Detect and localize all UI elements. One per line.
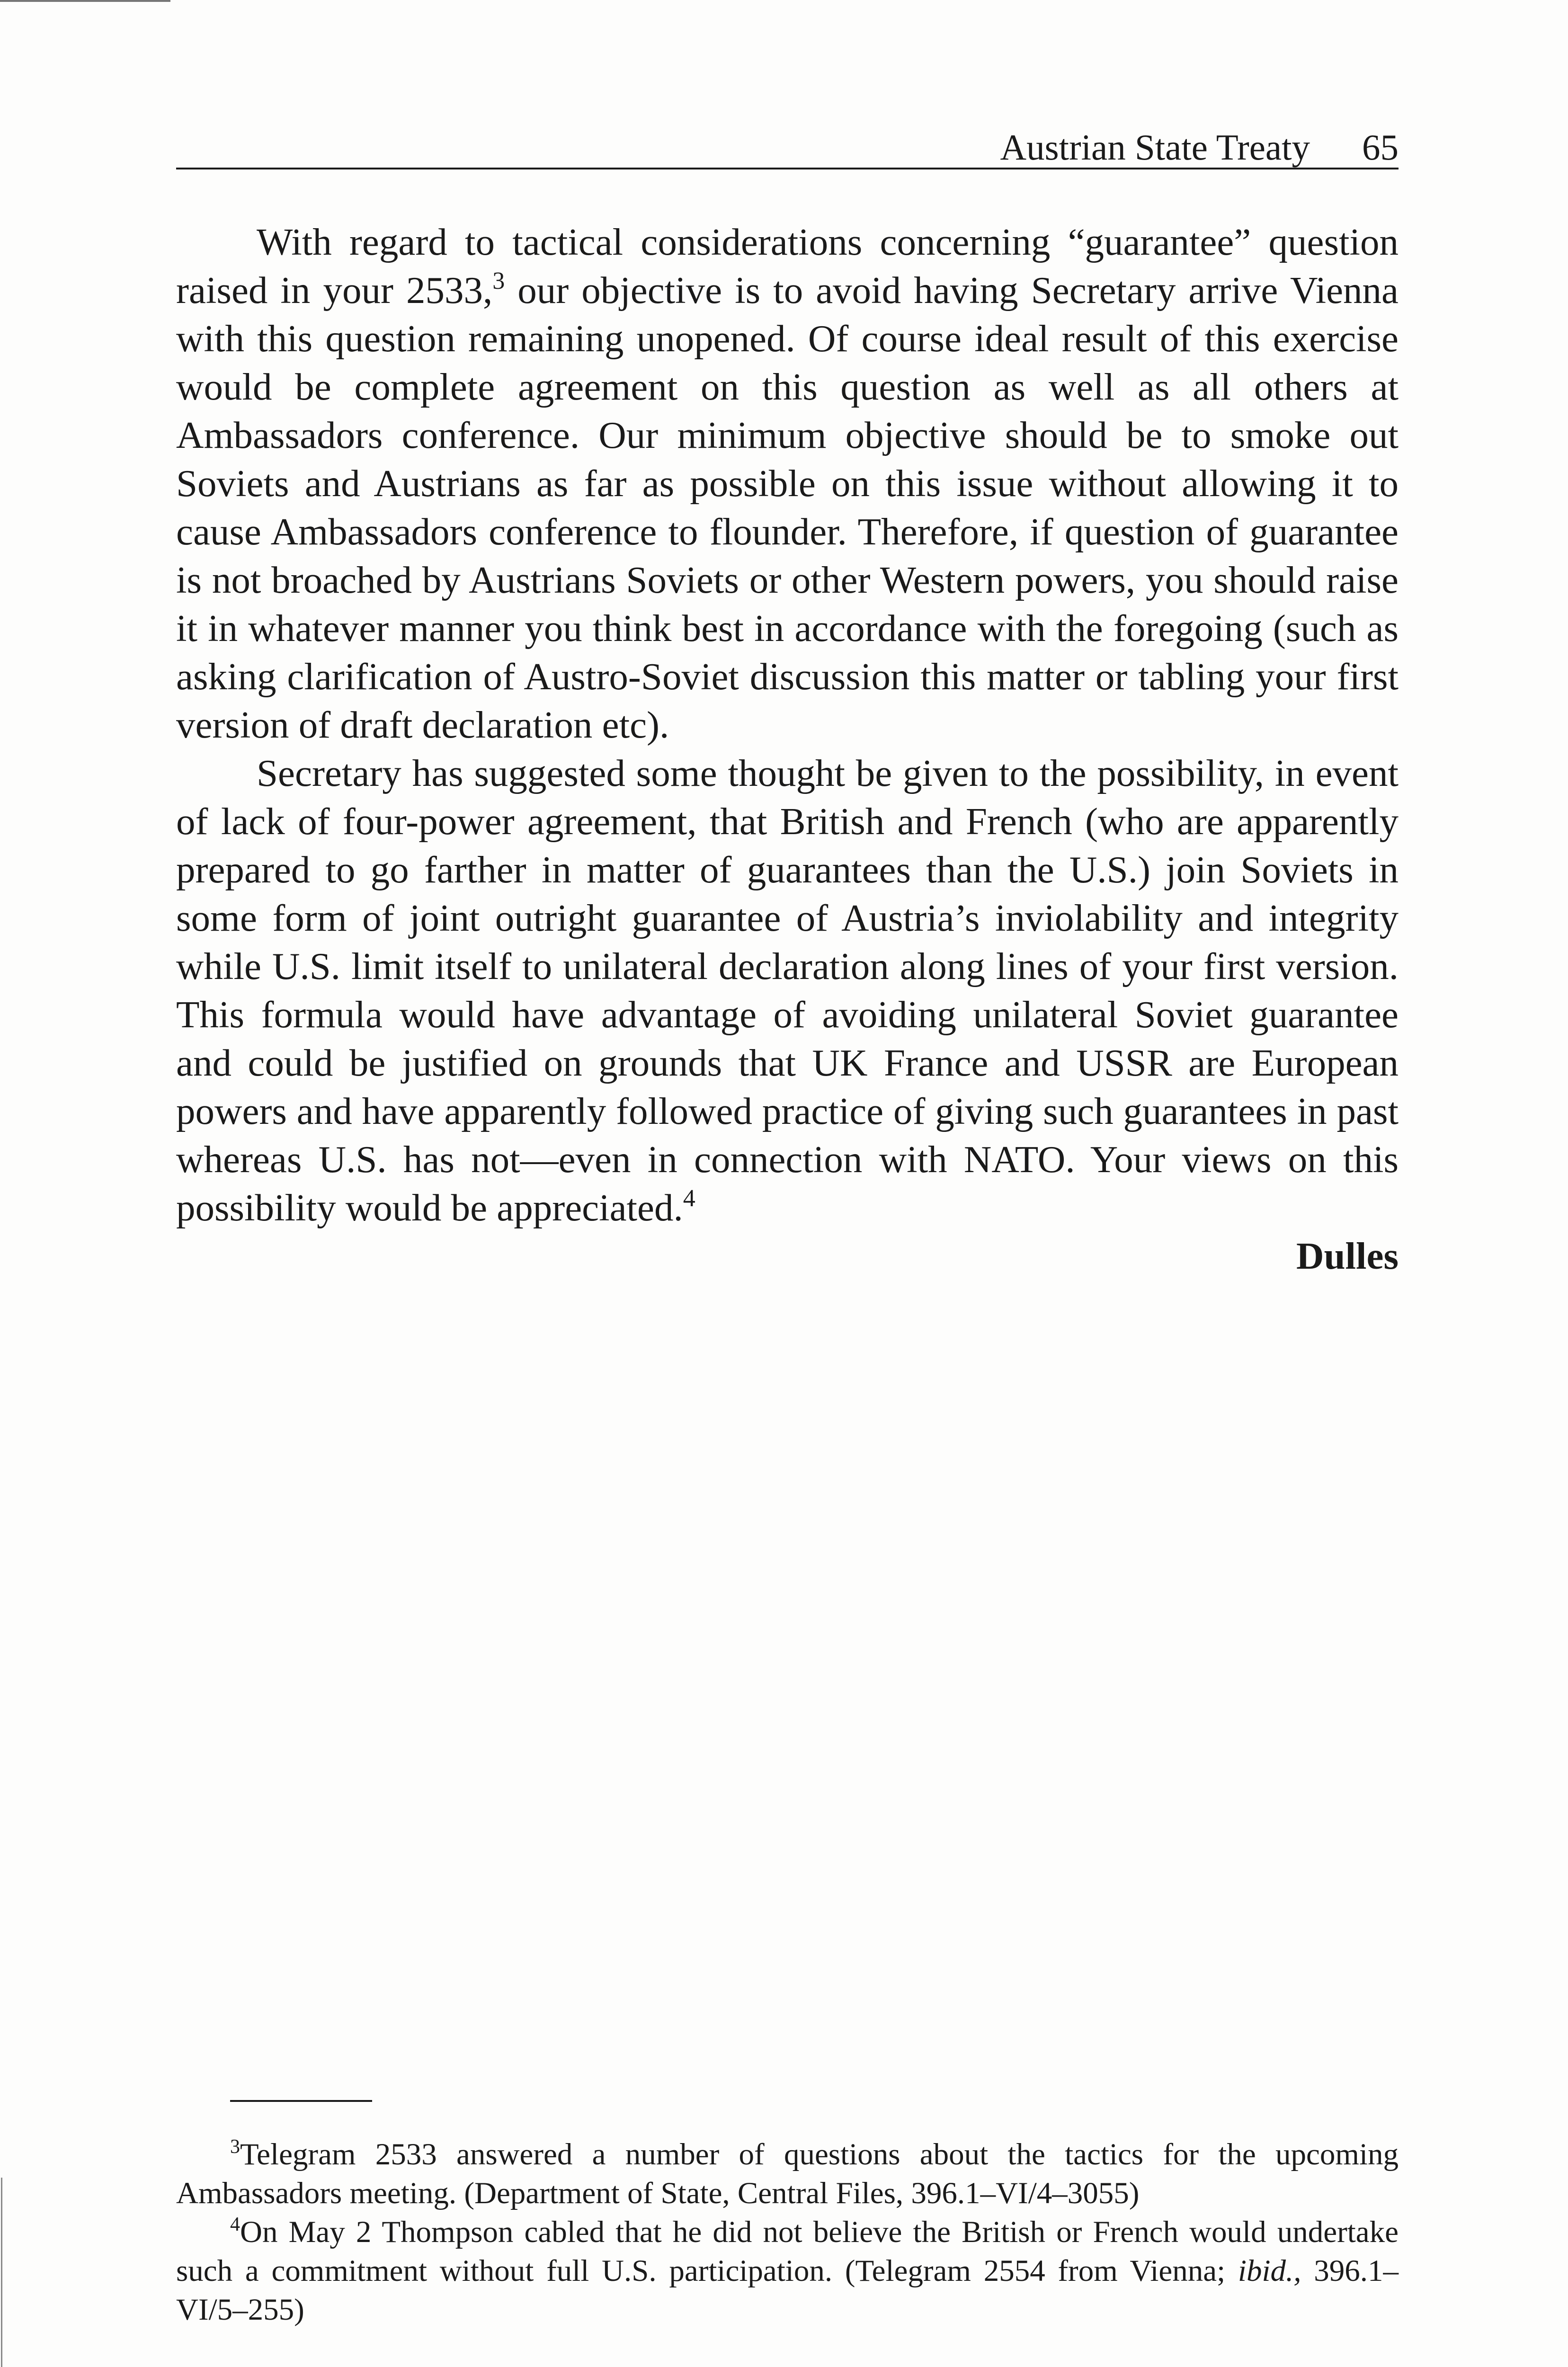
body-text [176, 218, 1399, 1280]
footnote-text: Telegram 2533 answered a number of questions about the tactics for the upcoming Ambassadors meeting. (Department of State, Central Files, 396.1–VI/4–3055) [176, 2137, 1399, 2210]
footnote-rule [230, 2100, 372, 2102]
scan-edge-mark [1, 2178, 2, 2367]
footnote [176, 2135, 1399, 2213]
header-rule [176, 168, 1399, 169]
footnote-reference: 4 [683, 1185, 695, 1212]
signature: Dulles [1296, 1235, 1399, 1277]
footnote-reference: 3 [492, 267, 505, 294]
paragraph-text: With regard to tactical considerations concerning “guarantee” question raised in your 2533, [176, 221, 1399, 311]
scan-edge-mark [0, 0, 170, 2]
footnote-text: 396.1–VI/5–255) [176, 2254, 1399, 2327]
paragraph [176, 749, 1399, 1232]
running-header [176, 118, 1399, 166]
paragraph-text: Secretary has suggested some thought be given to the possibility, in event of lack of four-power agreement, that British and French (who are apparently prepared to go farther in matter of guarantees than the U.S.) join Soviets in some form of joint outright guarantee of Austria’s inviolability and integrity while U.S. limit itself to unilateral declaration along lines of your first version. This formula would have advantage of avoiding unilateral Soviet guarantee and could be justified on grounds that UK France and USSR are European powers and have apparently followed practice of giving such guarantees in past whereas U.S. has not—even in connection with NATO. Your views on this possibility would be appreciated. [176, 752, 1399, 1229]
footnote-italic-text: ibid., [1238, 2254, 1301, 2288]
footnote-text: On May 2 Thompson cabled that he did not believe the British or French would undertake such a commitment without full U.S. participation. (Telegram 2554 from Vienna; [176, 2215, 1399, 2288]
footnotes [176, 2135, 1399, 2329]
paragraph [176, 218, 1399, 749]
footnote-number: 3 [230, 2136, 240, 2158]
page-number: 65 [1362, 127, 1399, 168]
footnote [176, 2213, 1399, 2329]
paragraph-text: our objective is to avoid having Secretary arrive Vienna with this question remaining unopened. Of course ideal result of this exercise would be complete agreement on this question as well as all others at Ambassadors conference. Our minimum objective should be to smoke out Soviets and Austrians as far as possible on this issue without allowing it to cause Ambassadors conference to flounder. Therefore, if question of guarantee is not broached by Austrians Soviets or other Western powers, you should raise it in whatever manner you think best in accordance with the foregoing (such as asking clarification of Austro-Soviet discussion this matter or tabling your first version of draft declaration etc). [176, 269, 1399, 746]
footnote-number: 4 [230, 2214, 240, 2235]
running-title: Austrian State Treaty [1000, 127, 1310, 168]
